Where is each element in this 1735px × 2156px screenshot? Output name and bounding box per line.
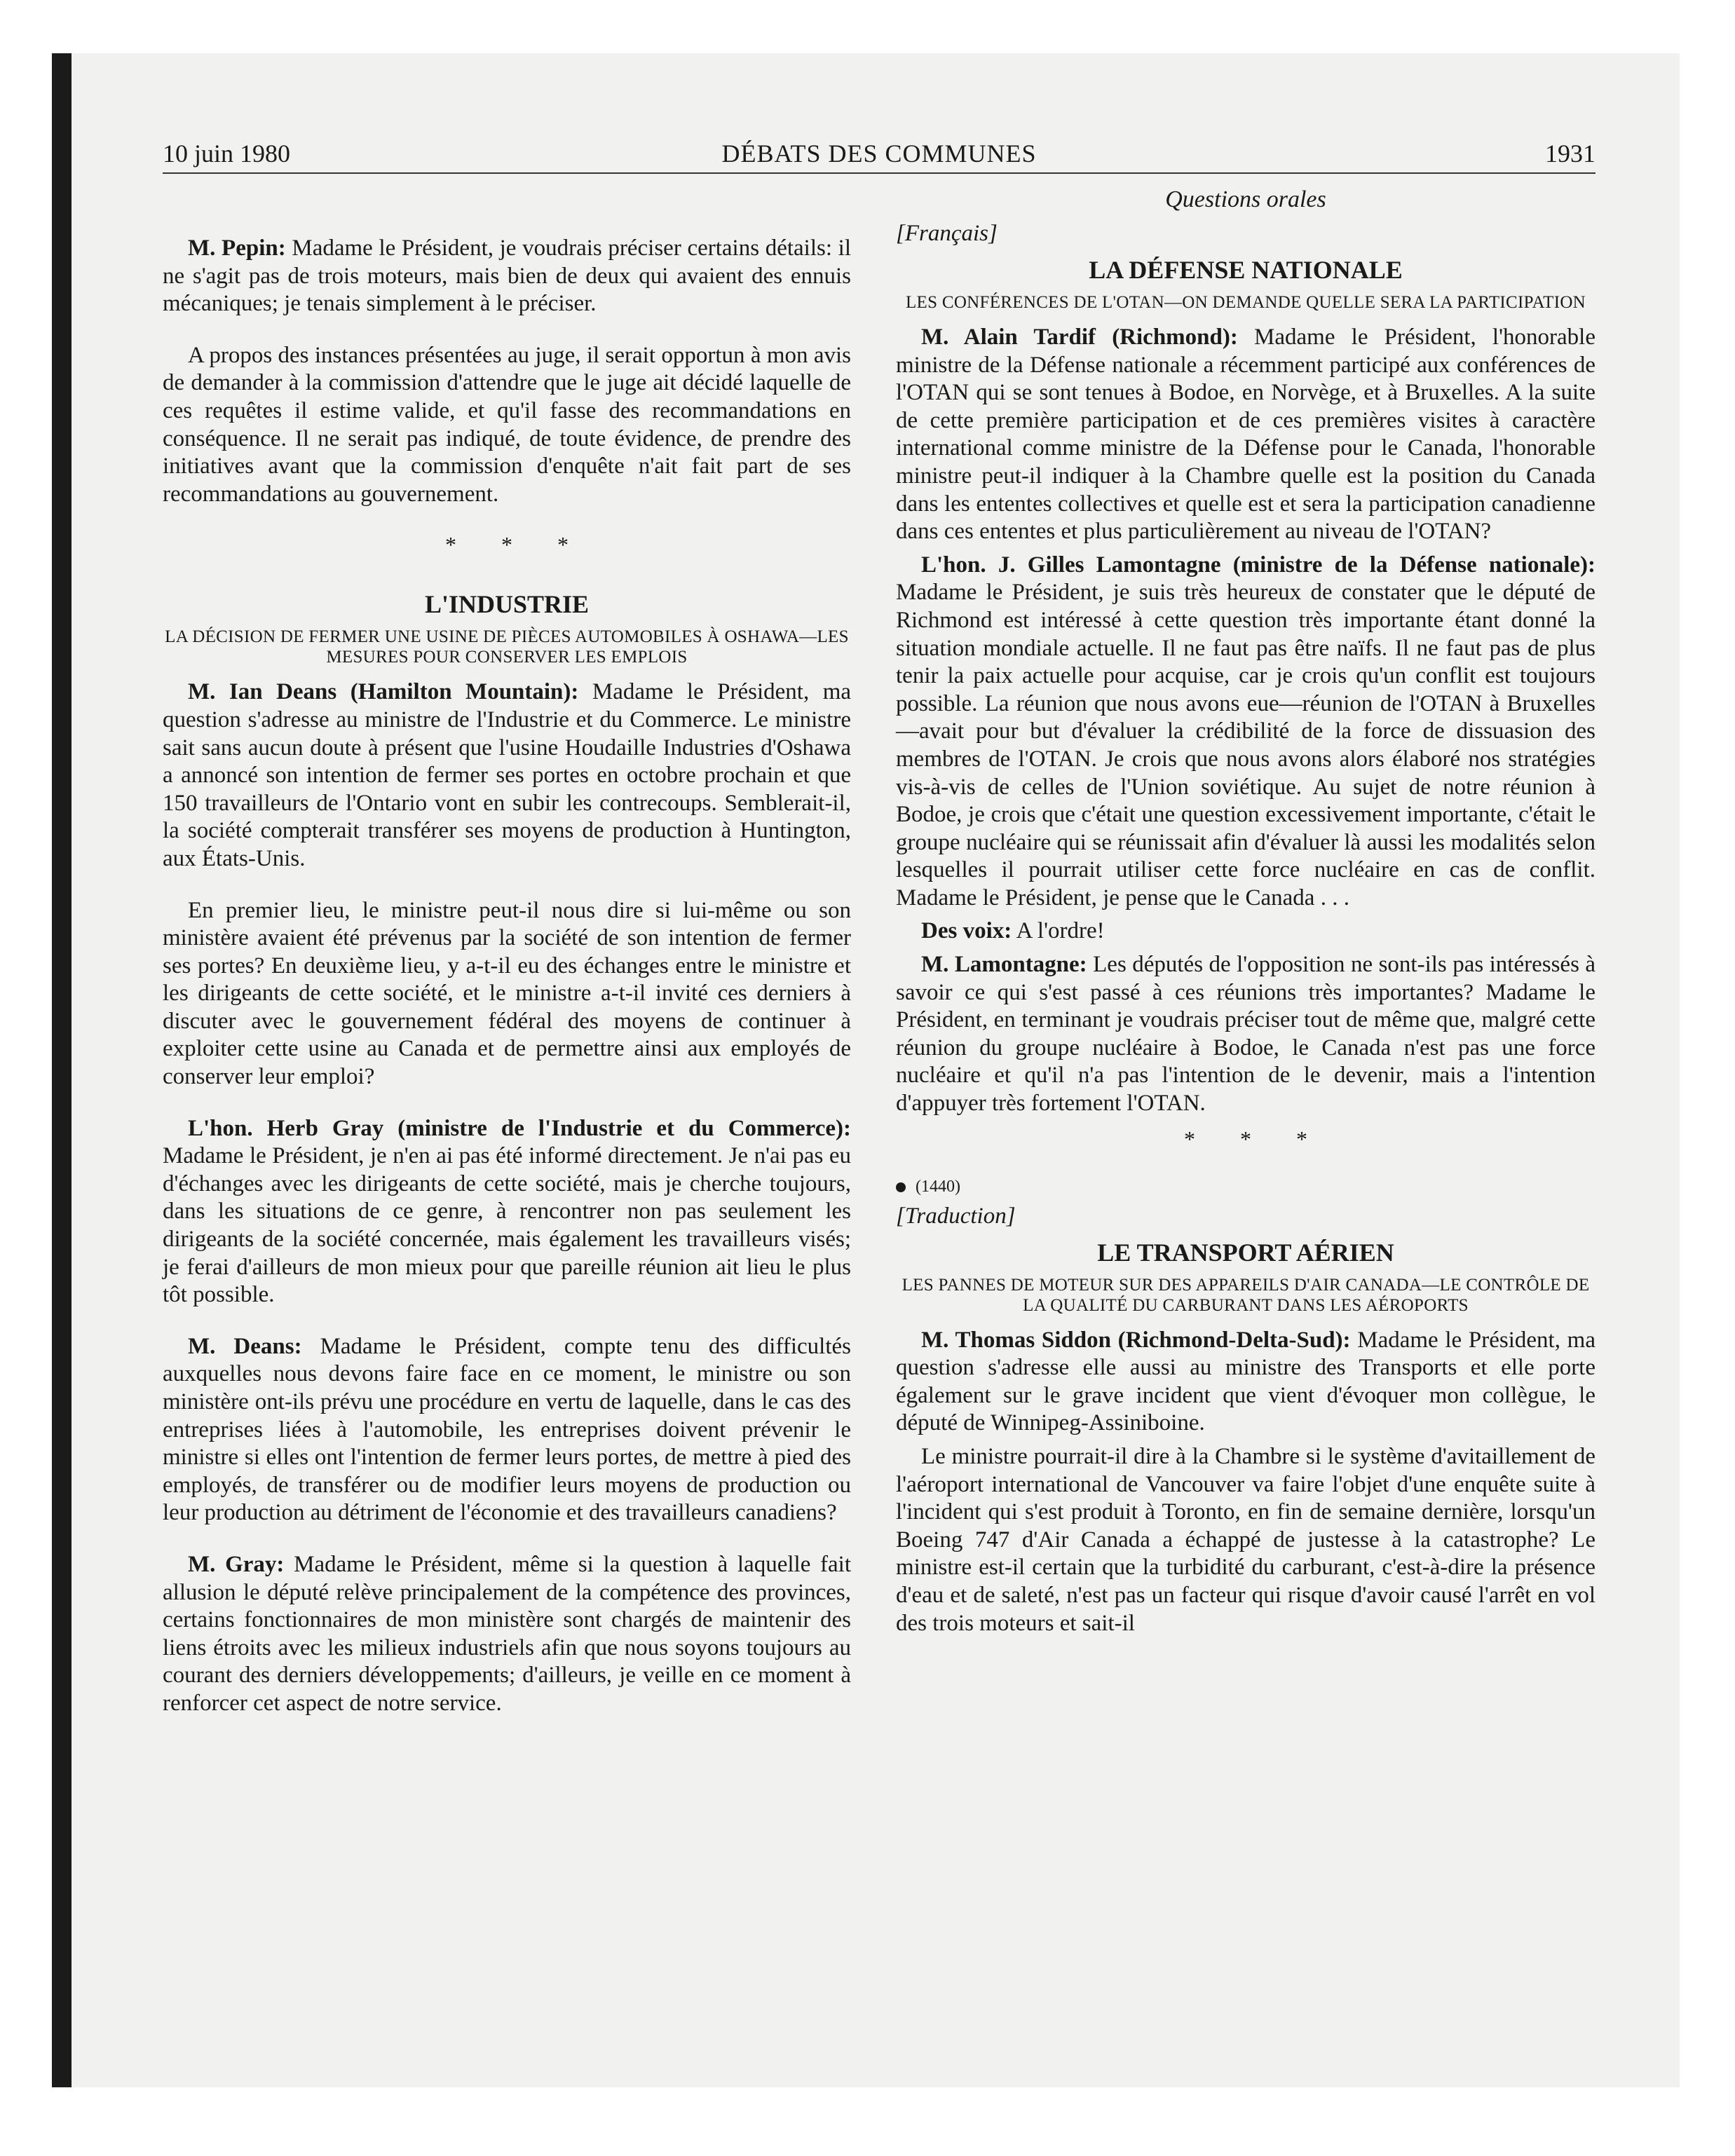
paragraph-text: Les députés de l'opposition ne sont-ils pas intéressés à savoir ce qui s'est passé à ces réunions très importantes? Madame le Président, en terminant je voudrais préciser tout de même que, malgré cette réunion du groupe nucléaire à Bodoe, le Canada n'est pas une force nucléaire et qu'il n'a pas l'intention de le devenir, mais a l'intention d'appuyer très fortement l'OTAN. [896,952,1596,1117]
paragraph-text: En premier lieu, le ministre peut-il nous dire si lui-même ou son ministère avaient été prévenus par la société de son intention de fermer ses portes? En deuxième lieu, y a-t-il eu des échanges entre le ministre et les dirigeants de cette société, et le ministre a-t-il invité ces derniers à discuter avec le gouvernement fédéral des moyens de continuer à exploiter cette usine au Canada et de permettre ainsi aux employés de conserver leur emploi? [163,897,851,1090]
section-subheading-industry: LA DÉCISION DE FERMER UNE USINE DE PIÈCES AUTOMOBILES À OSHAWA—LES MESURES POUR CONSERVER LES EMPLOIS [165,627,849,667]
section-title-defence: LA DÉFENSE NATIONALE [1089,256,1403,284]
speaker-name: M. Alain Tardif (Richmond): [921,325,1238,350]
speaker-name: M. Deans: [188,1333,302,1359]
speaker-name: Des voix: [921,918,1012,944]
paragraph-text: Madame le Président, compte tenu des difficultés auxquelles nous devons faire face en ce moment, le ministre ou son ministère ont-ils prévu une procédure en vertu de laquelle, dans le cas des entreprises liées à l'automobile, les entreprises doivent prévenir le ministre si elles ont l'intention de fermer leurs portes, de mettre à pied des employés, de transférer ou de modifier leurs moyens de production ou leur production au détriment de l'économie et des travailleurs canadiens? [163,1333,851,1526]
paragraph-text: Madame le Président, ma question s'adresse elle aussi au ministre des Transports et elle porte également sur le grave incident que vient d'évoquer mon collègue, le député de Winnipeg-Assiniboine. [896,1327,1595,1436]
paragraph-gray-2 [163,1551,851,1718]
paragraph-text: Madame le Président, ma question s'adresse au ministre de l'Industrie et du Commerce. Le ministre sait sans aucun doute à présent que l'usine Houdaille Industries d'Oshawa a annoncé son intention de fermer ses portes en octobre prochain et que 150 travailleurs de l'Ontario vont en subir les contrecoups. Semblerait-il, la société compterait transférer ses moyens de production à Huntington, aux États-Unis. [163,679,852,871]
section-subheading-defence: LES CONFÉRENCES DE L'OTAN—ON DEMANDE QUELLE SERA LA PARTICIPATION [905,293,1586,312]
header-date: 10 juin 1980 [163,139,291,168]
paragraph-deans-2 [163,897,851,1091]
paragraph-siddon-2 [896,1443,1595,1637]
paragraph-voices [896,917,1595,946]
paragraph-gray-1 [163,1115,851,1309]
speaker-name: L'hon. Herb Gray (ministre de l'Industrie et du Commerce): [188,1115,851,1141]
paragraph-pepin-1 [163,235,851,318]
section-subheading-air-transport: LES PANNES DE MOTEUR SUR DES APPAREILS D'AIR CANADA—LE CONTRÔLE DE LA QUALITÉ DU CARBURANT DANS LES AÉROPORTS [901,1275,1590,1315]
section-title-air-transport: LE TRANSPORT AÉRIEN [1097,1238,1394,1267]
language-label-francais: [Français] [896,221,998,246]
paragraph-text: A l'ordre! [1016,918,1105,944]
paragraph-tardif [896,324,1595,546]
time-mark [896,1178,1595,1196]
paragraph-siddon-1 [896,1327,1595,1438]
header-title: DÉBATS DES COMMUNES [721,139,1037,168]
bullet-dot-icon [896,1182,906,1192]
time-mark-text: (1440) [916,1177,960,1196]
speaker-name: M. Gray: [188,1551,285,1577]
right-column [896,186,1595,1643]
paragraph-lamontagne-1 [896,552,1595,913]
scan-edge [52,53,72,2087]
speaker-name: M. Lamontagne: [921,952,1087,978]
speaker-name: L'hon. J. Gilles Lamontagne (ministre de la Défense nationale): [921,552,1595,578]
paragraph-text: Madame le Président, je voudrais préciser certains détails: il ne s'agit pas de trois moteurs, mais bien de deux qui avaient des ennuis mécaniques; je tenais simplement à le préciser. [163,236,852,317]
paragraph-text: Madame le Président, je suis très heureux de constater que le député de Richmond est intéressé à cette question très importante étant donné la situation mondiale actuelle. Il ne faut pas être naïfs. Il ne faut pas de plus tenir la paix actuelle pour acquise, car je crois qu'un conflit est toujours possible. La réunion que nous avons eue—réunion de l'OTAN à Bruxelles—avait pour but d'évaluer la crédibilité de la force de dissuasion des membres de l'OTAN. Je crois que nous avons alors élaboré nos stratégies vis-à-vis de celles de l'Union soviétique. Au sujet de notre réunion à Bodoe, je crois que c'était une question excessivement importante, c'était le groupe nucléaire qui se réunissait afin d'évaluer là aussi les modalités selon lesquelles il pourrait utiliser cette force nucléaire en cas de conflit. Madame le Président, je pense que le Canada . . . [896,580,1595,910]
paragraph-text: A propos des instances présentées au juge, il serait opportun à mon avis de demander à la commission d'attendre que le juge ait décidé laquelle de ces requêtes il estime valide, et qu'il fasse des recommandations en conséquence. Il ne serait pas indiqué, de toute évidence, de prendre des initiatives avant que la commission d'enquête n'ait fait part de ses recommandations au gouvernement. [163,342,851,507]
section-separator: * * * [445,532,588,558]
paragraph-text: Le ministre pourrait-il dire à la Chambre si le système d'avitaillement de l'aéroport international de Vancouver va faire l'objet d'une enquête suite à l'incident qui s'est produit à Toronto, en fin de semaine dernière, lorsqu'un Boeing 747 d'Air Canada a échappé de justesse à la catastrophe? Le ministre est-il certain que la turbidité du carburant, c'est-à-dire la présence d'eau et de saleté, n'est pas un facteur qui risque d'avoir causé l'arrêt en vol des trois moteurs et sait-il [896,1444,1595,1636]
speaker-name: M. Thomas Siddon (Richmond-Delta-Sud): [921,1327,1351,1353]
paragraph-text: Madame le Président, même si la question à laquelle fait allusion le député relève principalement de la compétence des provinces, certains fonctionnaires de mon ministère sont chargés de maintenir des liens étroits avec les milieux industriels afin que nous soyons toujours au courant des derniers développements; d'ailleurs, je veille en ce moment à renforcer cet aspect de notre service. [163,1551,852,1716]
header-rule [163,172,1595,174]
language-label-traduction: [Traduction] [896,1203,1016,1229]
paragraph-lamontagne-2 [896,951,1595,1118]
header-page-number: 1931 [1545,139,1595,168]
paragraph-pepin-2 [163,342,851,509]
section-title-industry: L'INDUSTRIE [424,590,590,619]
speaker-name: M. Ian Deans (Hamilton Mountain): [188,679,579,705]
paragraph-text: Madame le Président, l'honorable ministre de la Défense nationale a récemment participé aux conférences de l'OTAN qui se sont tenues à Bodoe, en Norvège, et à Bruxelles. A la suite de cette première participation et de ces premières visites à caractère international comme ministre de la Défense pour le Canada, l'honorable ministre peut-il indiquer à la Chambre quelle est la position du Canada dans les ententes collectives et quelle est et sera la participation canadienne dans ces ententes et plus particulièrement au niveau de l'OTAN? [896,325,1595,545]
paragraph-deans-3 [163,1333,851,1527]
paragraph-text: Madame le Président, je n'en ai pas été informé directement. Je n'ai pas eu d'échanges avec les dirigeants de cette société, mais je cherche toujours, dans les situations de ce genre, à rencontrer non pas seulement les dirigeants de la société concernée, mais également les travailleurs visés; je ferai d'ailleurs de mon mieux pour que pareille réunion ait lieu le plus tôt possible. [163,1143,851,1308]
speaker-name: M. Pepin: [188,236,286,261]
page-header [163,139,1595,174]
paragraph-deans-1 [163,678,851,873]
left-column [163,186,851,1742]
running-head: Questions orales [1165,186,1326,212]
section-separator: * * * [1184,1126,1327,1152]
